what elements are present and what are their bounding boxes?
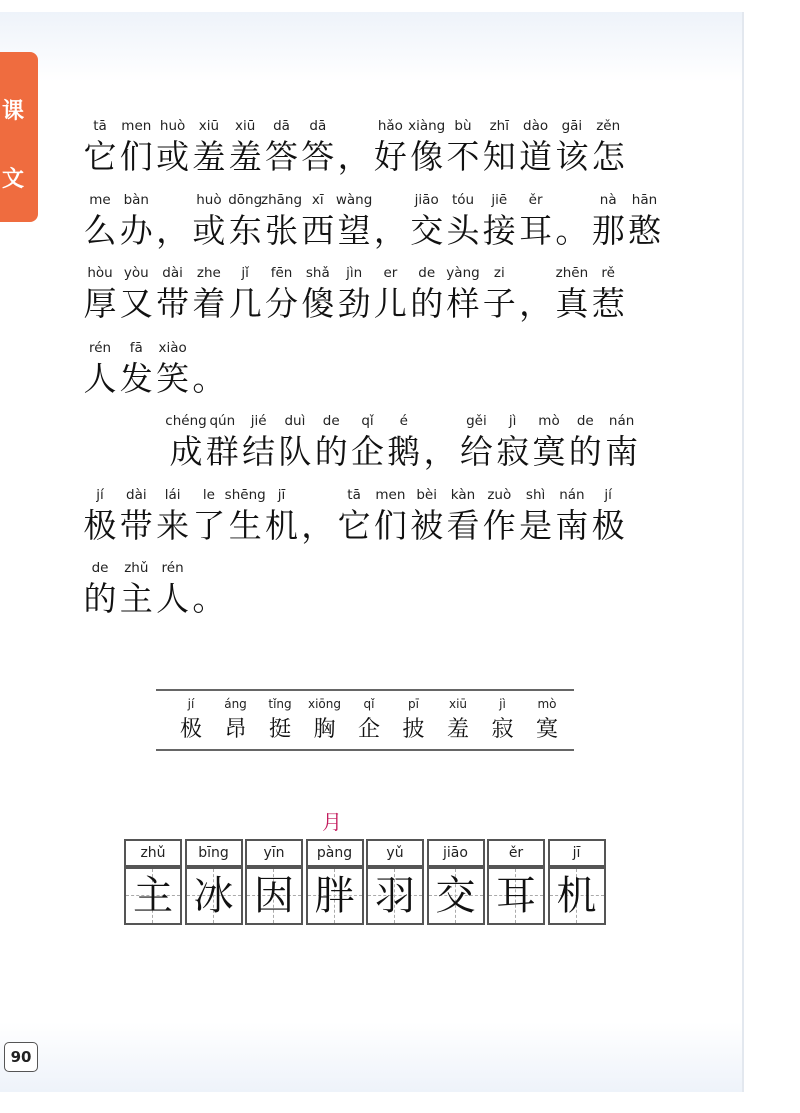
pinyin: jǐ bbox=[241, 265, 249, 281]
pinyin: dā bbox=[309, 118, 327, 134]
hanzi: ， bbox=[301, 506, 335, 545]
hanzi: 了 bbox=[192, 506, 226, 545]
pinyin: jí bbox=[96, 487, 104, 503]
pinyin: bèi bbox=[416, 487, 438, 503]
pinyin: dào bbox=[523, 118, 549, 134]
writing-pinyin: yǔ bbox=[366, 839, 424, 867]
lesson-side-tab bbox=[0, 52, 38, 222]
pinyin: jí bbox=[604, 487, 612, 503]
pinyin: wàng bbox=[335, 192, 373, 208]
hanzi: 。 bbox=[555, 211, 589, 250]
pinyin: dài bbox=[162, 265, 183, 281]
hanzi: 寂 bbox=[496, 432, 530, 471]
pinyin: jiāo bbox=[414, 192, 439, 208]
pinyin: hòu bbox=[87, 265, 113, 281]
pinyin: xiū bbox=[235, 118, 256, 134]
hanzi: 。 bbox=[192, 579, 226, 618]
hanzi: 。 bbox=[192, 359, 226, 398]
writing-hanzi: 因 bbox=[254, 873, 294, 919]
pinyin: jié bbox=[250, 413, 267, 429]
hanzi: 厚 bbox=[83, 284, 117, 323]
pinyin: zěn bbox=[596, 118, 621, 134]
pinyin: zhēn bbox=[555, 265, 589, 281]
hanzi: 憨 bbox=[628, 211, 661, 250]
writing-box bbox=[427, 839, 485, 925]
hanzi: 的 bbox=[568, 432, 602, 471]
hanzi: 带 bbox=[156, 284, 190, 323]
hanzi: 或 bbox=[156, 137, 190, 176]
pinyin: zhī bbox=[489, 118, 509, 134]
pinyin: er bbox=[383, 265, 398, 281]
writing-pinyin: yīn bbox=[245, 839, 303, 867]
pinyin: me bbox=[89, 192, 111, 208]
pinyin: kàn bbox=[450, 487, 476, 503]
radical-hint: 月 bbox=[322, 810, 342, 834]
hanzi: 羞 bbox=[192, 137, 226, 176]
hanzi: 的 bbox=[410, 284, 444, 323]
tian-grid bbox=[306, 867, 364, 925]
hanzi: 东 bbox=[228, 211, 262, 250]
pinyin: nán bbox=[559, 487, 585, 503]
hanzi: 它 bbox=[337, 506, 371, 545]
writing-hanzi: 冰 bbox=[193, 873, 234, 919]
vocab-hanzi: 挺 bbox=[268, 717, 292, 742]
hanzi: 知 bbox=[482, 137, 516, 176]
vocab-bottom-rule bbox=[156, 749, 574, 751]
pinyin: bàn bbox=[123, 192, 149, 208]
hanzi: 南 bbox=[555, 506, 589, 545]
hanzi: 极 bbox=[83, 506, 117, 545]
hanzi: 西 bbox=[301, 211, 335, 250]
pinyin: de bbox=[91, 560, 109, 576]
hanzi: 结 bbox=[242, 432, 276, 471]
pinyin: hǎo bbox=[377, 118, 403, 134]
vocab-pinyin: xiōng bbox=[308, 697, 341, 711]
pinyin: hān bbox=[631, 192, 658, 208]
hanzi: ， bbox=[423, 432, 457, 471]
writing-pinyin: jī bbox=[548, 839, 606, 867]
hanzi: 笑 bbox=[156, 359, 190, 398]
hanzi: 像 bbox=[410, 137, 444, 176]
pinyin: xiū bbox=[198, 118, 220, 134]
hanzi: 发 bbox=[119, 359, 153, 398]
writing-pinyin: bīng bbox=[185, 839, 243, 867]
vocab-pinyin: áng bbox=[224, 697, 247, 711]
hanzi: 的 bbox=[83, 579, 117, 618]
side-tab-char: 课 bbox=[1, 99, 24, 124]
pinyin: é bbox=[399, 413, 408, 429]
pinyin: jī bbox=[277, 487, 286, 503]
pinyin: ěr bbox=[528, 192, 543, 208]
hanzi: 答 bbox=[265, 137, 298, 176]
tian-grid bbox=[185, 867, 243, 925]
hanzi: 群 bbox=[205, 432, 239, 471]
hanzi: 作 bbox=[482, 506, 516, 545]
vocab-pinyin: jí bbox=[187, 697, 195, 711]
hanzi: 该 bbox=[555, 137, 589, 176]
writing-box bbox=[487, 839, 545, 925]
hanzi: 又 bbox=[119, 284, 153, 323]
pinyin: shǎ bbox=[305, 265, 330, 281]
pinyin: men bbox=[375, 487, 406, 503]
hanzi: 分 bbox=[265, 284, 298, 323]
pinyin: lái bbox=[164, 487, 181, 503]
hanzi: ， bbox=[337, 137, 371, 176]
writing-hanzi: 耳 bbox=[496, 873, 536, 919]
hanzi: 机 bbox=[265, 506, 298, 545]
pinyin: zhǔ bbox=[124, 560, 149, 576]
pinyin: le bbox=[202, 487, 215, 503]
vocab-hanzi: 寞 bbox=[535, 717, 559, 742]
writing-pinyin: jiāo bbox=[427, 839, 485, 867]
writing-hanzi: 机 bbox=[556, 873, 597, 919]
writing-hanzi: 胖 bbox=[314, 873, 355, 919]
pinyin: xiàng bbox=[408, 118, 446, 134]
hanzi: 么 bbox=[83, 211, 117, 250]
tian-grid bbox=[245, 867, 303, 925]
hanzi: 望 bbox=[337, 211, 371, 250]
hanzi: 好 bbox=[373, 137, 407, 176]
pinyin: jìn bbox=[346, 265, 363, 281]
vocab-hanzi: 胸 bbox=[313, 717, 336, 742]
pinyin: huò bbox=[159, 118, 186, 134]
vocab-hanzi: 羞 bbox=[446, 717, 470, 742]
hanzi: 鹅 bbox=[387, 432, 421, 471]
pinyin: zhāng bbox=[260, 192, 303, 208]
hanzi: 它 bbox=[83, 137, 117, 176]
vocab-hanzi: 极 bbox=[179, 717, 203, 742]
hanzi: 看 bbox=[446, 506, 480, 545]
hanzi: 人 bbox=[83, 359, 117, 398]
vocab-hanzi: 寂 bbox=[491, 717, 514, 742]
pinyin: shì bbox=[525, 487, 546, 503]
vocab-pinyin: jì bbox=[499, 697, 506, 711]
hanzi: 队 bbox=[278, 432, 312, 471]
hanzi: 交 bbox=[410, 211, 444, 250]
pinyin: qún bbox=[209, 413, 236, 429]
hanzi: 寞 bbox=[532, 432, 566, 471]
vocab-hanzi: 昂 bbox=[224, 717, 247, 742]
hanzi: 的 bbox=[314, 432, 348, 471]
pinyin: xiào bbox=[158, 340, 187, 356]
hanzi: 那 bbox=[591, 211, 625, 250]
hanzi: 极 bbox=[591, 506, 625, 545]
pinyin: zuò bbox=[487, 487, 512, 503]
pinyin: tā bbox=[93, 118, 107, 134]
hanzi: 耳 bbox=[519, 211, 553, 250]
hanzi: ， bbox=[156, 211, 190, 250]
vocab-pinyin: qǐ bbox=[363, 697, 375, 711]
pinyin: zhe bbox=[196, 265, 221, 281]
hanzi: 来 bbox=[156, 506, 190, 545]
writing-box bbox=[124, 839, 182, 925]
hanzi: 办 bbox=[119, 211, 153, 250]
writing-hanzi: 羽 bbox=[375, 873, 415, 919]
hanzi: 成 bbox=[169, 432, 203, 471]
writing-pinyin: ěr bbox=[487, 839, 545, 867]
pinyin: zi bbox=[493, 265, 505, 281]
hanzi: ， bbox=[519, 284, 553, 323]
pinyin: rě bbox=[601, 265, 615, 281]
page-number: 90 bbox=[4, 1042, 38, 1072]
vocab-pinyin: xiū bbox=[448, 697, 468, 711]
vocab-pinyin: pī bbox=[408, 697, 419, 711]
hanzi: 真 bbox=[555, 284, 589, 323]
hanzi: 不 bbox=[446, 137, 480, 176]
pinyin: fēn bbox=[270, 265, 293, 281]
pinyin: fā bbox=[129, 340, 143, 356]
hanzi: 们 bbox=[119, 137, 153, 176]
pinyin: mò bbox=[538, 413, 560, 429]
pinyin: chéng bbox=[165, 413, 207, 429]
pinyin: shēng bbox=[224, 487, 266, 503]
hanzi: ， bbox=[373, 211, 407, 250]
pinyin: yòu bbox=[123, 265, 149, 281]
tian-grid bbox=[124, 867, 182, 925]
vocab-top-rule bbox=[156, 689, 574, 691]
hanzi: 企 bbox=[351, 432, 384, 471]
pinyin: rén bbox=[161, 560, 184, 576]
vocab-hanzi: 披 bbox=[402, 717, 425, 742]
writing-box bbox=[185, 839, 243, 925]
pinyin: de bbox=[418, 265, 436, 281]
pinyin: nà bbox=[599, 192, 617, 208]
vocab-pinyin: mò bbox=[537, 697, 557, 711]
pinyin: gāi bbox=[561, 118, 583, 134]
writing-hanzi: 交 bbox=[435, 873, 476, 919]
hanzi: 子 bbox=[482, 284, 516, 323]
pinyin: qǐ bbox=[361, 413, 374, 429]
writing-pinyin: pàng bbox=[306, 839, 364, 867]
tian-grid bbox=[366, 867, 424, 925]
hanzi: 样 bbox=[446, 284, 480, 323]
hanzi: 南 bbox=[605, 432, 639, 471]
pinyin: rén bbox=[88, 340, 112, 356]
pinyin: dā bbox=[273, 118, 290, 134]
tian-grid bbox=[548, 867, 606, 925]
writing-pinyin: zhǔ bbox=[124, 839, 182, 867]
hanzi: 给 bbox=[459, 432, 493, 471]
hanzi: 张 bbox=[265, 211, 298, 250]
hanzi: 答 bbox=[301, 137, 335, 176]
hanzi: 儿 bbox=[373, 284, 407, 323]
hanzi: 着 bbox=[192, 284, 226, 323]
hanzi: 人 bbox=[156, 579, 190, 618]
hanzi: 或 bbox=[192, 211, 226, 250]
hanzi: 头 bbox=[446, 211, 480, 250]
hanzi: 带 bbox=[119, 506, 153, 545]
hanzi: 劲 bbox=[337, 284, 371, 323]
pinyin: de bbox=[576, 413, 594, 429]
side-tab-char: 文 bbox=[1, 167, 24, 192]
pinyin: tóu bbox=[451, 192, 475, 208]
vocab-pinyin: tǐng bbox=[268, 697, 292, 711]
hanzi: 接 bbox=[482, 211, 516, 250]
tian-grid bbox=[427, 867, 485, 925]
pinyin: xī bbox=[311, 192, 324, 208]
hanzi: 羞 bbox=[228, 137, 262, 176]
hanzi: 道 bbox=[519, 137, 553, 176]
pinyin: yàng bbox=[446, 265, 480, 281]
pinyin: dōng bbox=[228, 192, 263, 208]
pinyin: de bbox=[322, 413, 340, 429]
pinyin: jiē bbox=[491, 192, 508, 208]
pinyin: jì bbox=[508, 413, 517, 429]
tian-grid bbox=[487, 867, 545, 925]
pinyin: gěi bbox=[466, 413, 487, 429]
pinyin: tā bbox=[347, 487, 361, 503]
vocab-hanzi: 企 bbox=[357, 717, 381, 742]
writing-box bbox=[366, 839, 424, 925]
pinyin: nán bbox=[608, 413, 635, 429]
pinyin: dài bbox=[126, 487, 147, 503]
writing-box bbox=[548, 839, 606, 925]
pinyin: duì bbox=[284, 413, 306, 429]
writing-box bbox=[245, 839, 303, 925]
hanzi: 生 bbox=[228, 506, 262, 545]
writing-hanzi: 主 bbox=[133, 873, 173, 919]
hanzi: 傻 bbox=[301, 284, 335, 323]
hanzi: 们 bbox=[373, 506, 407, 545]
hanzi: 怎 bbox=[591, 137, 625, 176]
pinyin: men bbox=[121, 118, 152, 134]
hanzi: 惹 bbox=[591, 284, 625, 323]
pinyin: huò bbox=[196, 192, 222, 208]
hanzi: 是 bbox=[519, 506, 553, 545]
hanzi: 几 bbox=[228, 284, 262, 323]
hanzi: 主 bbox=[119, 579, 153, 618]
writing-box bbox=[306, 839, 364, 925]
hanzi: 被 bbox=[410, 506, 444, 545]
pinyin: bù bbox=[454, 118, 472, 134]
